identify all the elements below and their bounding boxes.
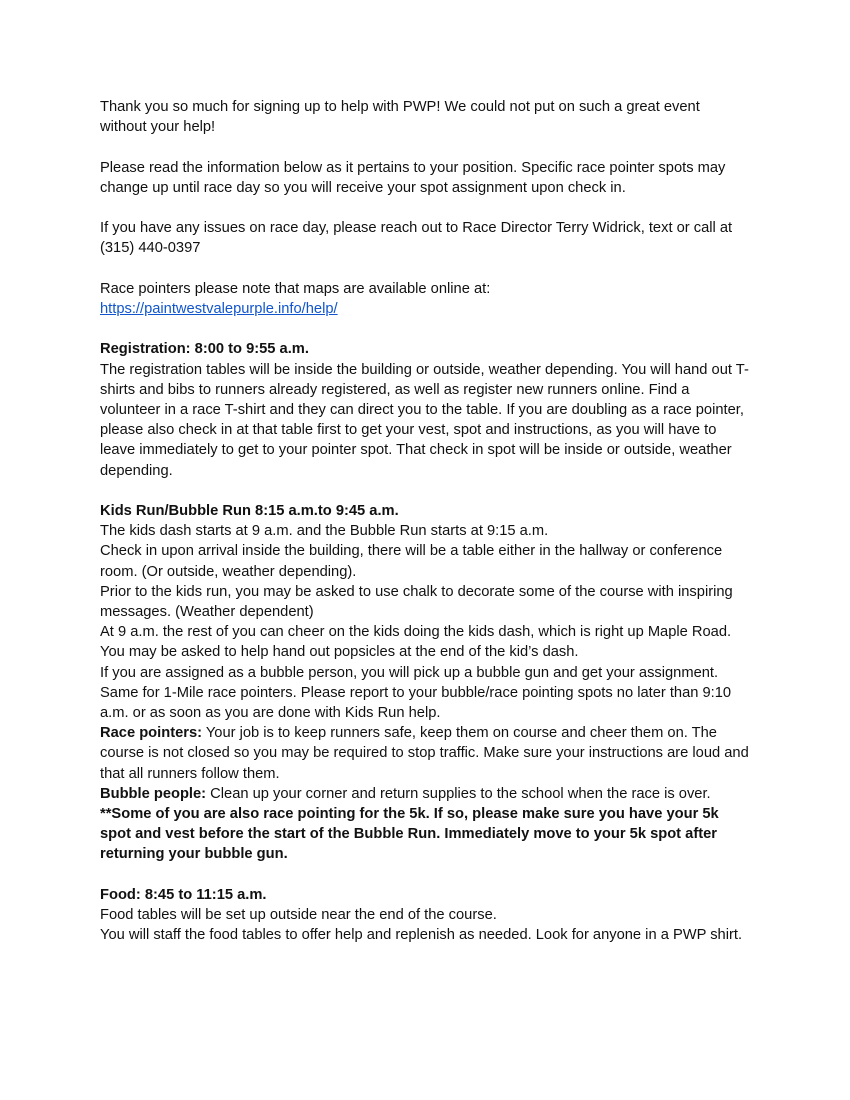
kids-run-p4: At 9 a.m. the rest of you can cheer on the kids doing the kids dash, which is right up Maple Road. You may be asked to help hand out popsicles at the end of the kid’s dash. <box>100 624 732 661</box>
food-heading: Food: 8:45 to 11:15 a.m. <box>100 886 267 903</box>
kids-run-5k-note: **Some of you are also race pointing for the 5k. If so, please make sure you have your 5k spot and vest before the start of the Bubble Run. Immediately move to your 5k spot after returning your bubble gun. <box>100 806 719 863</box>
kids-run-p2: Check in upon arrival inside the building, there will be a table either in the hallway or conference room. (Or outside, weather depending). <box>100 543 723 580</box>
registration-heading: Registration: 8:00 to 9:55 a.m. <box>100 341 309 358</box>
kids-run-p3: Prior to the kids run, you may be asked to use chalk to decorate some of the course with inspiring messages. (Weather dependent) <box>100 583 733 620</box>
food-p2: You will staff the food tables to offer help and replenish as needed. Look for anyone in a PWP shirt. <box>100 927 743 944</box>
food-p1: Food tables will be set up outside near the end of the course. <box>100 907 497 924</box>
bubble-people-label: Bubble people: <box>100 785 207 802</box>
race-pointers-label: Race pointers: <box>100 725 203 742</box>
maps-link[interactable]: https://paintwestvalepurple.info/help/ <box>100 300 338 317</box>
intro-issues: If you have any issues on race day, please reach out to Race Director Terry Widrick, text or call at (315) 440-0397 <box>100 220 733 257</box>
registration-body: The registration tables will be inside the building or outside, weather depending. You will hand out T-shirts and bibs to runners already registered, as well as register new runners online. Find a volunteer in a race T-shirt and they can direct you to the table. If you are doubling as a race pointer, please also check in at that table first to get your vest, spot and instructions, as you will have to leave immediately to get to your pointer spot. That check in spot will be inside or outside, weather depending. <box>100 361 749 479</box>
spacer <box>100 198 750 218</box>
bubble-people-text: Clean up your corner and return supplies to the school when the race is over. <box>206 785 711 802</box>
kids-run-p5: If you are assigned as a bubble person, you will pick up a bubble gun and get your assignment. Same for 1-Mile race pointers. Please report to your bubble/race pointing spots no later than 9:10 a.m. or as soon as you are done with Kids Run help. <box>100 664 732 722</box>
spacer <box>100 865 750 885</box>
spacer <box>100 481 750 501</box>
race-pointers-text: Your job is to keep runners safe, keep them on course and cheer them on. The course is not closed so you may be required to stop traffic. Make sure your instructions are loud and that all runners follow them. <box>100 725 749 782</box>
intro-maps-note: Race pointers please note that maps are available online at: <box>100 280 491 297</box>
intro-read-info: Please read the information below as it pertains to your position. Specific race pointer spots may change up until race day so you will receive your spot assignment upon check in. <box>100 159 726 196</box>
bubble-people-paragraph <box>100 784 750 804</box>
document-page <box>100 97 750 945</box>
spacer <box>100 137 750 157</box>
spacer <box>100 259 750 279</box>
intro-thanks: Thank you so much for signing up to help with PWP! We could not put on such a great event without your help! <box>100 99 700 136</box>
kids-run-p1: The kids dash starts at 9 a.m. and the Bubble Run starts at 9:15 a.m. <box>100 523 549 540</box>
kids-run-heading: Kids Run/Bubble Run 8:15 a.m.to 9:45 a.m. <box>100 502 399 519</box>
spacer <box>100 319 750 339</box>
race-pointers-paragraph <box>100 723 750 784</box>
